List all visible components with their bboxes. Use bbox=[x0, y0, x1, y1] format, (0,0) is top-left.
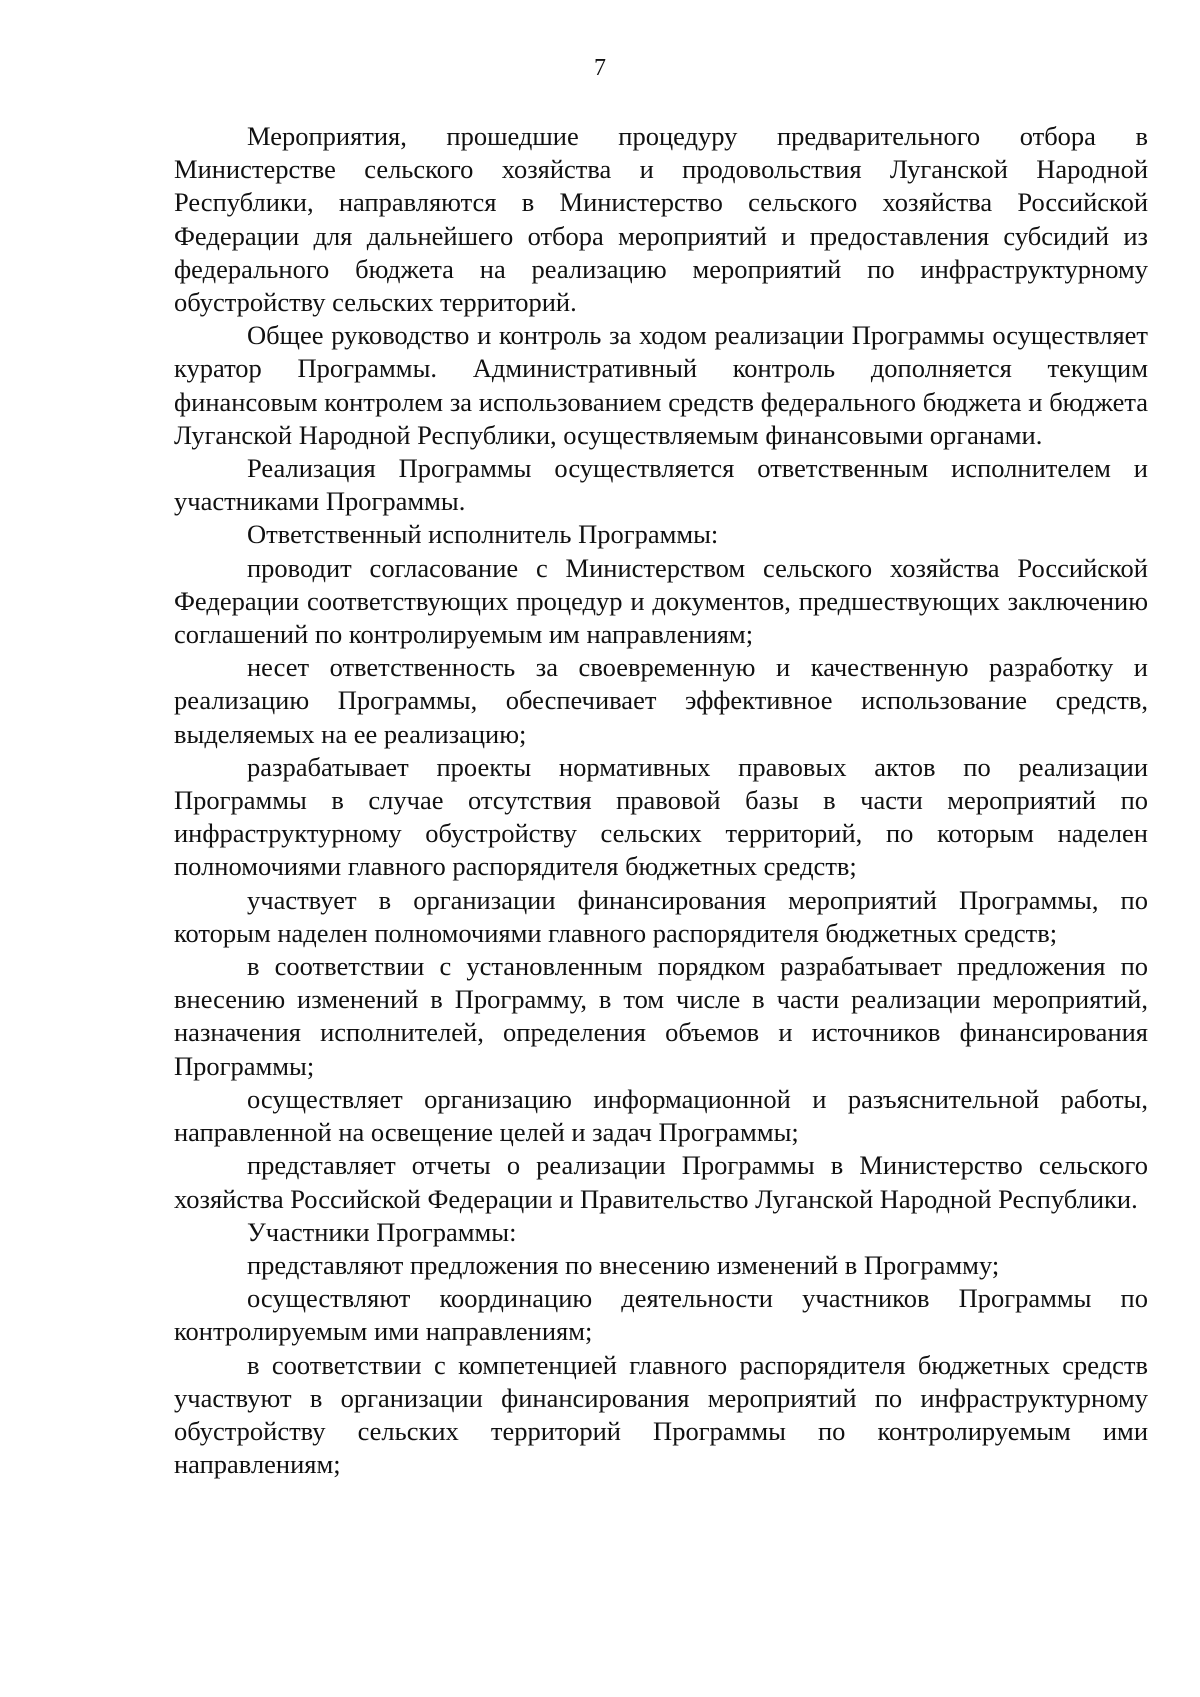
paragraph: Мероприятия, прошедшие процедуру предварительного отбора в Министерстве сельского хозяйства и продовольствия Луганской Народной Республики, направляются в Министерство сельского хозяйства Российской Федерации для дальнейшего отбора мероприятий и предоставления субсидий из федерального бюджета на реализацию мероприятий по инфраструктурному обустройству сельских территорий. bbox=[174, 121, 1148, 318]
paragraph: несет ответственность за своевременную и качественную разработку и реализацию Программы, обеспечивает эффективное использование средств, выделяемых на ее реализацию; bbox=[174, 652, 1148, 749]
paragraph: Участники Программы: bbox=[247, 1216, 517, 1247]
paragraph: представляет отчеты о реализации Программы в Министерство сельского хозяйства Российской Федерации и Правительство Луганской Народной Республики. bbox=[174, 1150, 1148, 1214]
paragraph: представляют предложения по внесению изменений в Программу; bbox=[247, 1249, 1000, 1280]
paragraph: участвует в организации финансирования мероприятий Программы, по которым наделен полномочиями главного распорядителя бюджетных средств; bbox=[174, 884, 1148, 948]
page-number: 7 bbox=[594, 55, 606, 81]
paragraph: разрабатывает проекты нормативных правовых актов по реализации Программы в случае отсутствия правовой базы в части мероприятий по инфраструктурному обустройству сельских территорий, по которым наделен полномочиями главного распорядителя бюджетных средств; bbox=[174, 751, 1148, 882]
paragraph: осуществляют координацию деятельности участников Программы по контролируемым ими направлениям; bbox=[174, 1283, 1148, 1347]
paragraph: Реализация Программы осуществляется ответственным исполнителем и участниками Программы. bbox=[174, 453, 1148, 517]
paragraph: Общее руководство и контроль за ходом реализации Программы осуществляет куратор Программы. Административный контроль дополняется текущим финансовым контролем за использованием средств федерального бюджета и бюджета Луганской Народной Республики, осуществляемым финансовыми органами. bbox=[174, 320, 1148, 450]
paragraph: Ответственный исполнитель Программы: bbox=[247, 519, 719, 550]
paragraph: проводит согласование с Министерством сельского хозяйства Российской Федерации соответствующих процедур и документов, предшествующих заключению соглашений по контролируемым им направлениям; bbox=[174, 552, 1148, 650]
document-body bbox=[174, 120, 1148, 1481]
paragraph: осуществляет организацию информационной и разъяснительной работы, направленной на освещение целей и задач Программы; bbox=[174, 1083, 1148, 1148]
paragraph: в соответствии с установленным порядком разрабатывает предложения по внесению изменений в Программу, в том числе в части реализации мероприятий, назначения исполнителей, определения объемов и источников финансирования Программы; bbox=[174, 951, 1148, 1081]
paragraph: в соответствии с компетенцией главного распорядителя бюджетных средств участвуют в организации финансирования мероприятий по инфраструктурному обустройству сельских территорий Программы по контролируемым ими направлениям; bbox=[174, 1349, 1148, 1480]
